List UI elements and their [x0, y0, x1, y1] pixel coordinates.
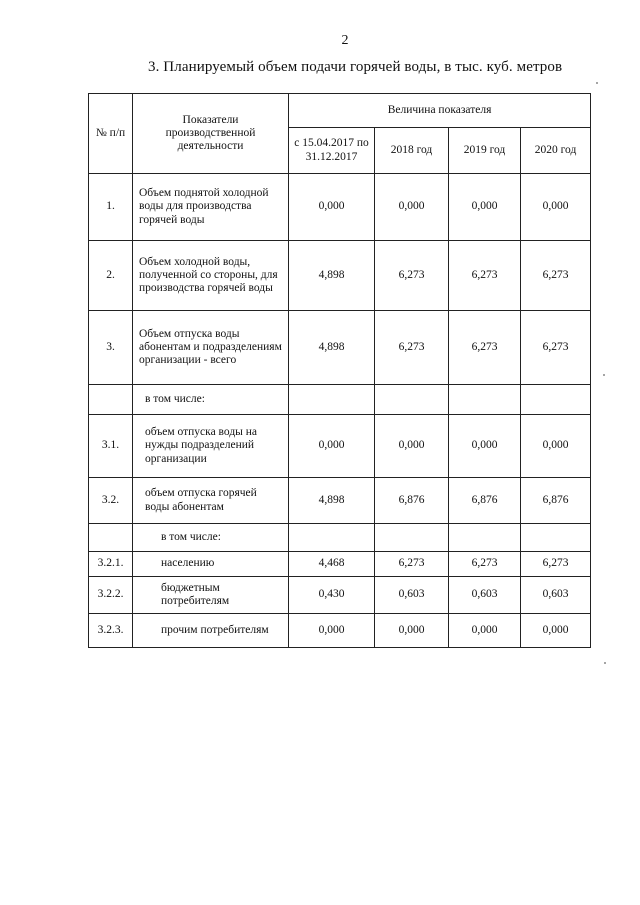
table-row: [89, 478, 591, 524]
row-value: 0,000: [449, 415, 521, 478]
table-row: [89, 614, 591, 648]
row-value: 6,273: [521, 241, 591, 311]
row-value: 0,000: [375, 174, 449, 241]
header-period: 2020 год: [521, 128, 591, 174]
row-value: 0,000: [449, 174, 521, 241]
header-indicator: Показатели производственной деятельности: [133, 94, 289, 174]
row-number: 3.2.2.: [89, 577, 133, 614]
table-row: [89, 241, 591, 311]
row-value: 0,430: [289, 577, 375, 614]
header-period: 2019 год: [449, 128, 521, 174]
row-value: 0,000: [375, 614, 449, 648]
table-row: [89, 524, 591, 552]
row-label: Объем холодной воды, полученной со стороны, для производства горячей воды: [133, 241, 289, 311]
row-value: 6,273: [449, 241, 521, 311]
row-value: 6,876: [375, 478, 449, 524]
row-value: 6,273: [521, 311, 591, 385]
table-title: 3. Планируемый объем подачи горячей воды, в тыс. куб. метров: [148, 59, 563, 75]
row-value: [375, 385, 449, 415]
row-value: 6,273: [521, 552, 591, 577]
row-value: [521, 385, 591, 415]
table-row: [89, 174, 591, 241]
row-number: 3.1.: [89, 415, 133, 478]
row-number: 3.2.3.: [89, 614, 133, 648]
table-row: [89, 577, 591, 614]
row-label: бюджетным потребителям: [133, 577, 289, 614]
table-row: [89, 552, 591, 577]
row-value: 6,273: [375, 552, 449, 577]
scan-speck: [596, 82, 598, 84]
row-value: 0,000: [449, 614, 521, 648]
row-label: прочим потребителям: [133, 614, 289, 648]
table-row: [89, 311, 591, 385]
page-number: 2: [341, 33, 349, 48]
scan-speck: [604, 662, 606, 664]
row-value: 6,273: [449, 552, 521, 577]
row-value: 0,000: [289, 614, 375, 648]
row-number: 2.: [89, 241, 133, 311]
row-value: [449, 385, 521, 415]
row-value: [375, 524, 449, 552]
row-value: 0,000: [289, 415, 375, 478]
row-value: 0,000: [521, 415, 591, 478]
row-label: в том числе:: [133, 385, 289, 415]
row-value: 0,603: [521, 577, 591, 614]
row-value: 0,000: [521, 174, 591, 241]
row-value: [289, 524, 375, 552]
row-number: 1.: [89, 174, 133, 241]
row-value: 6,273: [375, 241, 449, 311]
row-label: населению: [133, 552, 289, 577]
row-label: объем отпуска воды на нужды подразделений организации: [133, 415, 289, 478]
row-value: 4,898: [289, 478, 375, 524]
row-value: [521, 524, 591, 552]
row-value: 6,876: [449, 478, 521, 524]
row-number: 3.2.1.: [89, 552, 133, 577]
row-value: 6,273: [375, 311, 449, 385]
row-value: 0,603: [375, 577, 449, 614]
row-value: 4,468: [289, 552, 375, 577]
row-label: Объем отпуска воды абонентам и подразделениям организации - всего: [133, 311, 289, 385]
row-value: 0,000: [375, 415, 449, 478]
header-value-group: Величина показателя: [289, 94, 591, 128]
header-period: с 15.04.2017 по 31.12.2017: [289, 128, 375, 174]
row-value: [289, 385, 375, 415]
row-value: 4,898: [289, 311, 375, 385]
row-number: [89, 385, 133, 415]
row-label: объем отпуска горячей воды абонентам: [133, 478, 289, 524]
scan-speck: [603, 374, 605, 376]
row-value: 0,000: [521, 614, 591, 648]
row-value: 6,876: [521, 478, 591, 524]
row-number: 3.2.: [89, 478, 133, 524]
row-value: 6,273: [449, 311, 521, 385]
row-number: 3.: [89, 311, 133, 385]
row-value: 0,000: [289, 174, 375, 241]
indicators-table: [88, 93, 591, 648]
row-value: 0,603: [449, 577, 521, 614]
row-label: Объем поднятой холодной воды для производства горячей воды: [133, 174, 289, 241]
row-value: 4,898: [289, 241, 375, 311]
header-period: 2018 год: [375, 128, 449, 174]
table-row: [89, 385, 591, 415]
header-num: № п/п: [89, 94, 133, 174]
row-value: [449, 524, 521, 552]
row-number: [89, 524, 133, 552]
table-row: [89, 415, 591, 478]
row-label: в том числе:: [133, 524, 289, 552]
